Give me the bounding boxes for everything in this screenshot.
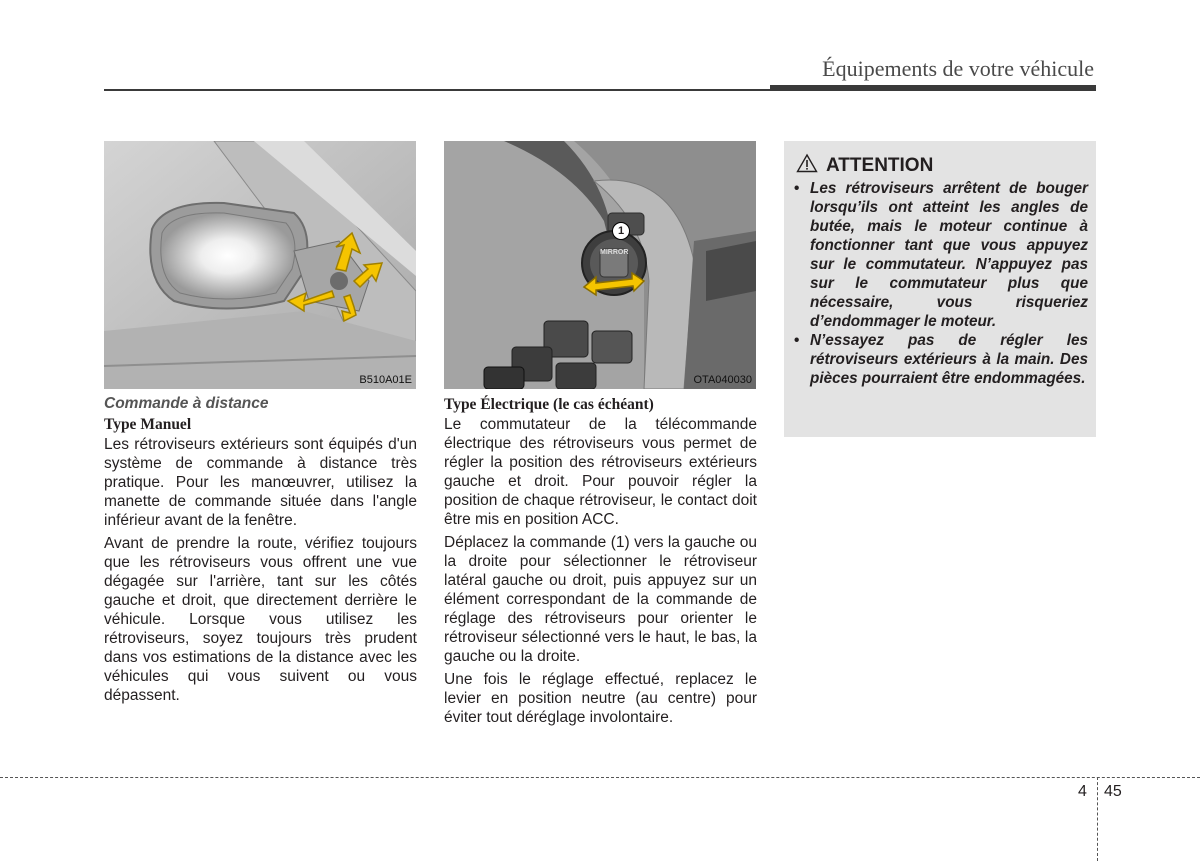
section-subheading: Commande à distance [104,395,269,412]
manual-mirror-figure [104,141,416,389]
header-rule [104,89,770,91]
attention-box [784,141,1096,437]
page-number: 45 [1104,783,1122,800]
paragraph: Le commutateur de la télécommande électrique des rétroviseurs vous permet de régler la position des rétroviseurs extérieurs gauche et droit. Pour pouvoir régler la position de chaque rétroviseur, le contact doit être mis en position ACC. [444,416,757,528]
electric-mirror-switch-figure [444,141,756,389]
type-manual-heading: Type Manuel [104,416,192,433]
attention-title-text: ATTENTION [826,155,934,176]
list-item [794,331,1088,388]
list-item-text: N’essayez pas de régler les rétroviseurs extérieurs à la main. Des pièces pourraient être endommagées. [810,332,1088,387]
chapter-number: 4 [1078,783,1087,800]
footer-dashed-divider [1097,777,1098,861]
figure-caption: B510A01E [359,374,412,386]
mirror-switch-label: MIRROR [600,249,629,256]
footer-dashed-rule [0,777,1200,778]
paragraph: Une fois le réglage effectué, replacez le levier en position neutre (au centre) pour éviter tout déréglage involontaire. [444,671,757,726]
list-item [794,179,1088,331]
attention-list [794,179,1088,388]
header-rule-thick [770,85,1096,91]
electric-switch-illustration [444,141,756,389]
type-electric-heading: Type Électrique (le cas échéant) [444,396,654,413]
bullet-icon: • [794,332,800,349]
paragraph: Les rétroviseurs extérieurs sont équipés d'un système de commande à distance très pratique. Pour les manœuvrer, utilisez la manette de commande située dans l'angle inférieur avant de la fenêtre. [104,436,417,529]
list-item-text: Les rétroviseurs arrêtent de bouger lorsqu’ils ont atteint les angles de butée, mais le moteur continue à fonctionner tant que vous appuyez sur le commutateur. N’appuyez pas sur le commutateur plus que nécessaire, vous risqueriez d’endommager le moteur. [810,180,1088,330]
middle-column [444,395,757,731]
callout-1: 1 [612,222,630,240]
warning-triangle-icon [796,153,818,179]
attention-title [796,153,933,179]
left-column [104,394,417,709]
paragraph: Avant de prendre la route, vérifiez toujours que les rétroviseurs vous offrent une vue dégagée sur l'arrière, tant sur les côtés gauche et droit, que directement derrière le véhicule. Lorsque vous utilisez les rétroviseurs, soyez toujours très prudent dans vos estimations de la distance avec les véhicules qui vous suivent ou vous dépassent. [104,535,417,704]
paragraph: Déplacez la commande (1) vers la gauche ou la droite pour sélectionner le rétroviseur latéral gauche ou droit, puis appuyez sur un élément correspondant de la commande de réglage des rétroviseurs pour orienter le rétroviseur sélectionné vers le haut, le bas, la gauche ou la droite. [444,534,757,665]
bullet-icon: • [794,180,800,197]
page-header-title: Équipements de votre véhicule [822,56,1094,81]
manual-mirror-illustration [104,141,416,389]
figure-caption: OTA040030 [693,374,752,386]
